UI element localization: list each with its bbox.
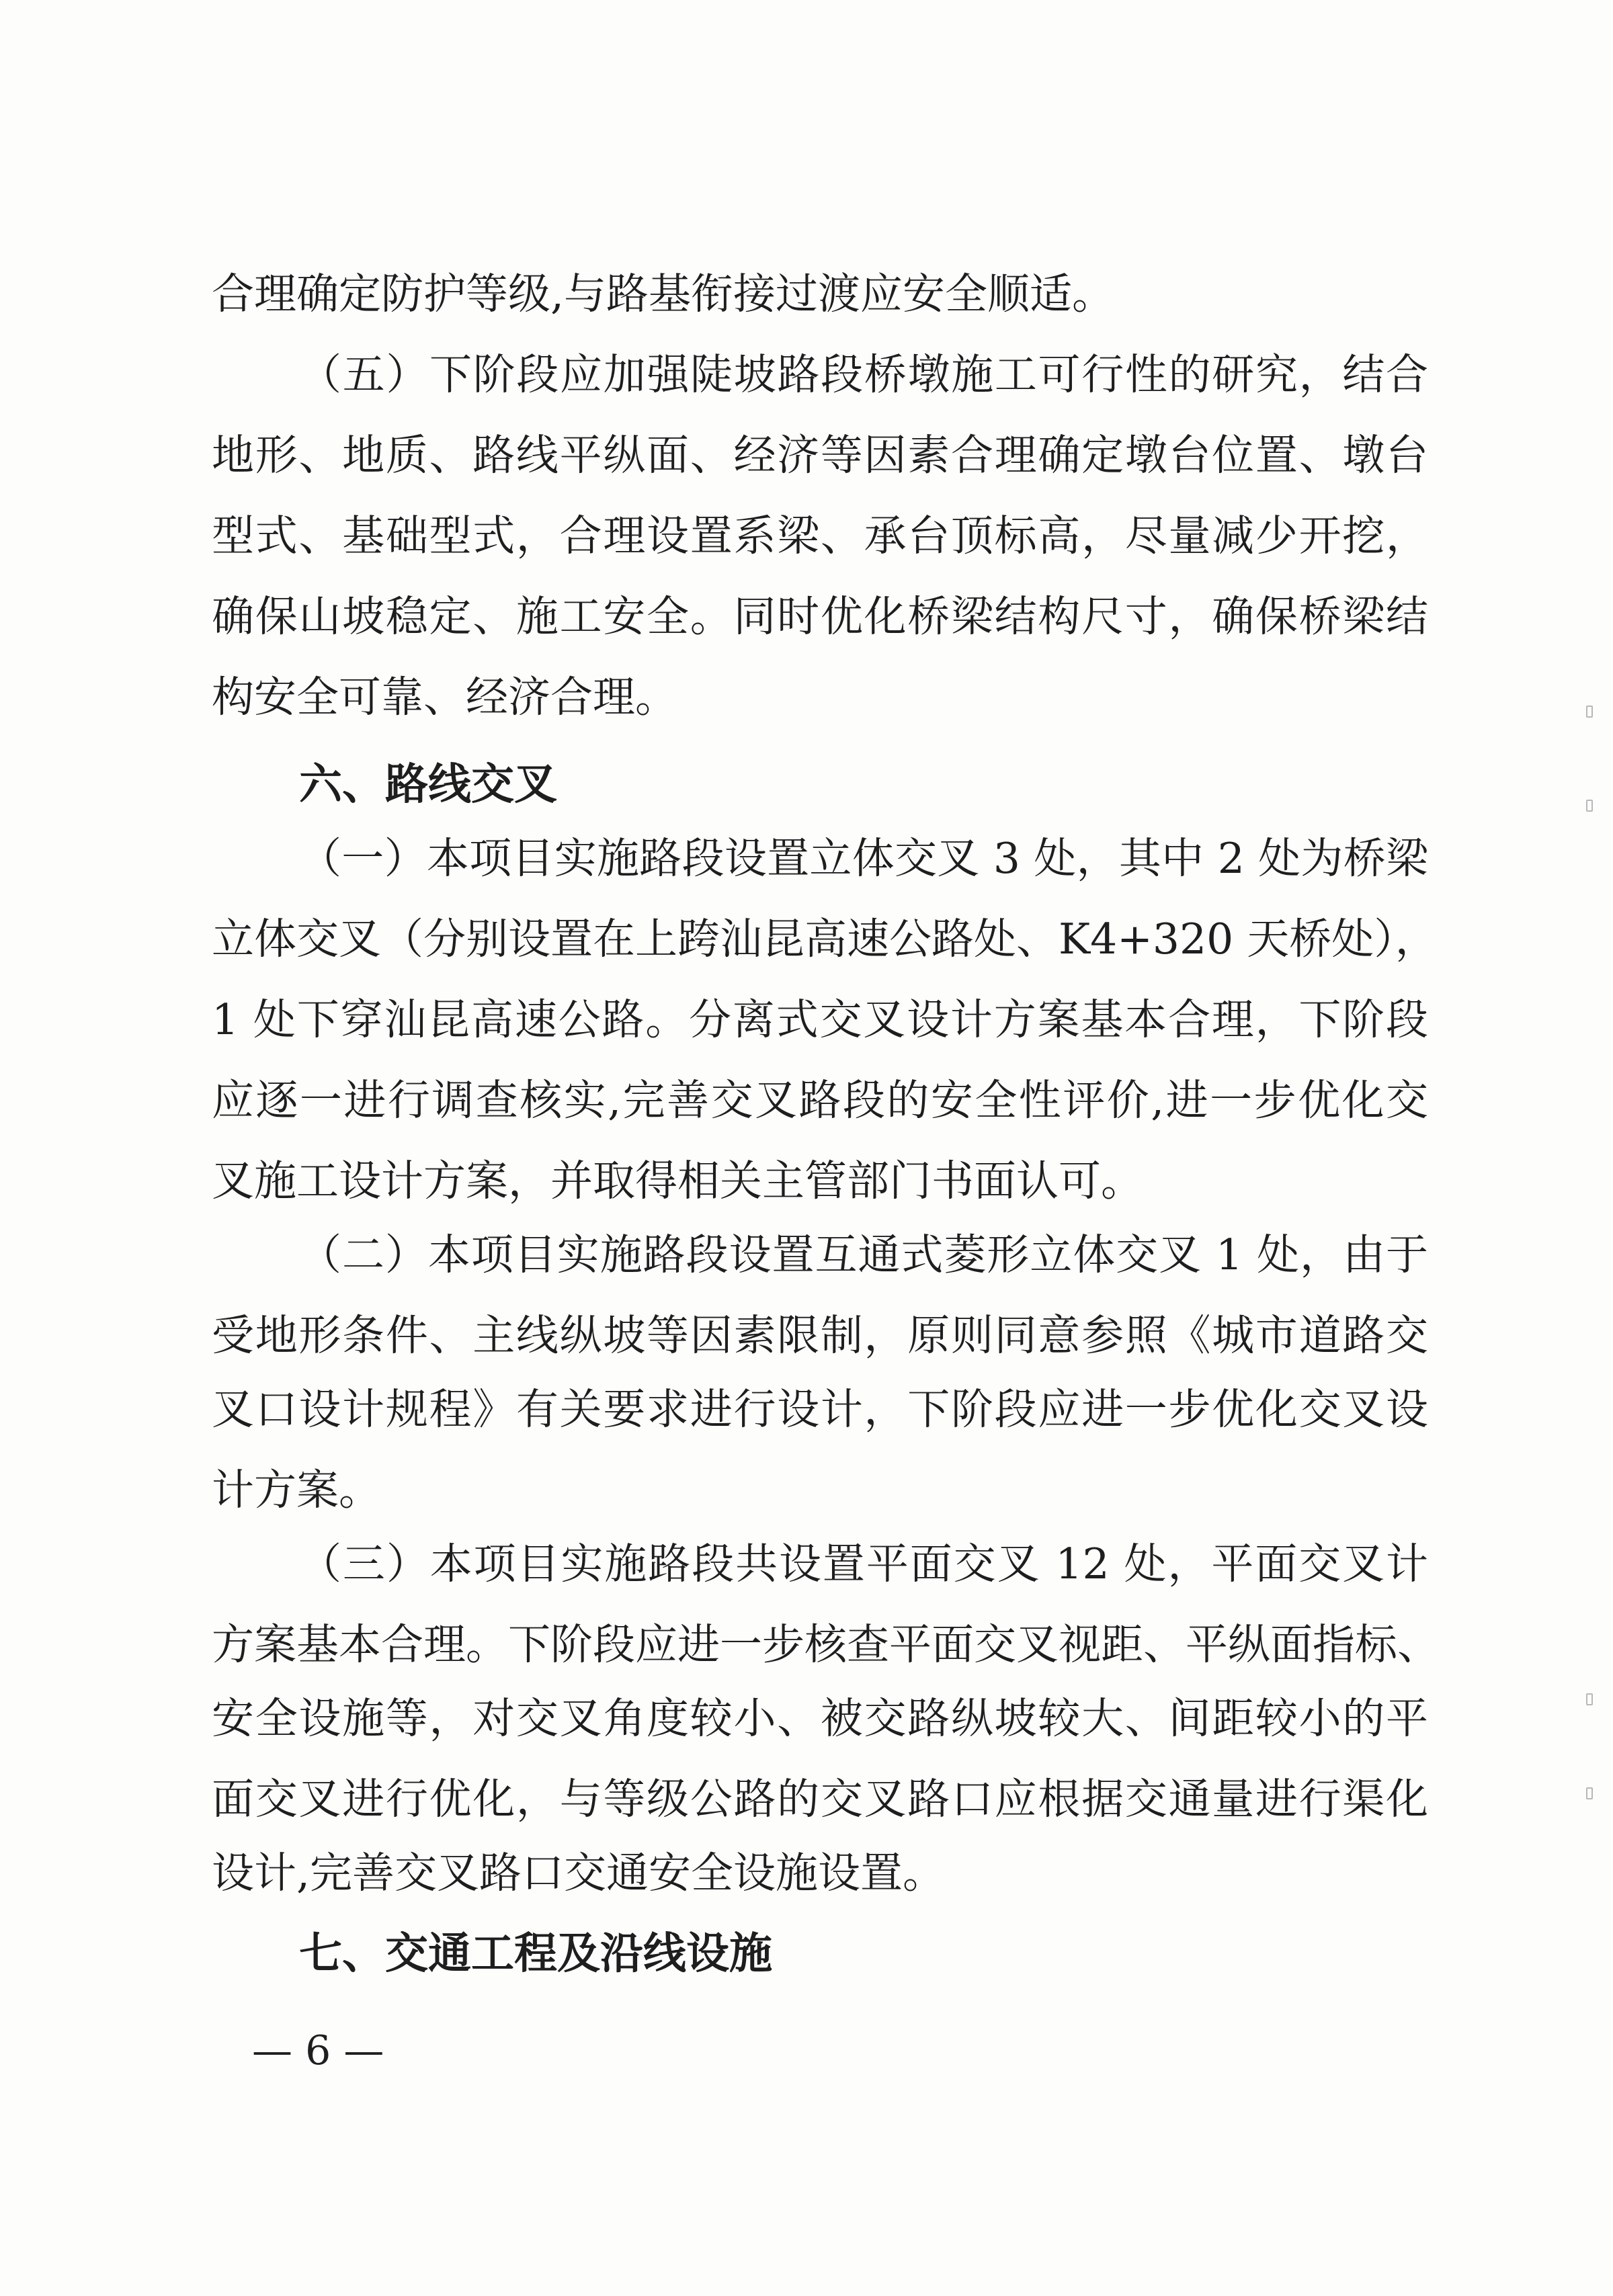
paragraph-line: 应逐一进行调查核实,完善交叉路段的安全性评价,进一步优化交: [212, 1076, 1428, 1125]
paragraph-line: 合理确定防护等级,与路基衔接过渡应安全顺适。: [212, 269, 1115, 318]
paragraph-line: 方案基本合理。下阶段应进一步核查平面交叉视距、平纵面指标、: [212, 1620, 1440, 1669]
paragraph-line: 面交叉进行优化，与等级公路的交叉路口应根据交通量进行渠化: [212, 1775, 1428, 1824]
paragraph-line: 1 处下穿汕昆高速公路。分离式交叉设计方案基本合理，下阶段: [212, 995, 1428, 1044]
section-heading: 六、路线交叉: [299, 760, 557, 810]
paragraph-line: 地形、地质、路线平纵面、经济等因素合理确定墩台位置、墩台: [212, 431, 1428, 480]
binding-hole-mark: [1586, 1693, 1593, 1705]
binding-hole-mark: [1586, 1787, 1593, 1799]
paragraph-line: 确保山坡稳定、施工安全。同时优化桥梁结构尺寸，确保桥梁结: [212, 592, 1428, 641]
section-heading: 七、交通工程及沿线设施: [299, 1929, 772, 1979]
paragraph-line: 安全设施等，对交叉角度较小、被交路纵坡较大、间距较小的平: [212, 1694, 1428, 1743]
paragraph-line: 叉施工设计方案，并取得相关主管部门书面认可。: [212, 1156, 1143, 1205]
paragraph-line: 立体交叉（分别设置在上跨汕昆高速公路处、K4+320 天桥处），: [212, 915, 1438, 964]
page-number: — 6 —: [252, 2027, 384, 2074]
binding-hole-mark: [1586, 800, 1593, 812]
paragraph-line: （一）本项目实施路段设置立体交叉 3 处，其中 2 处为桥梁: [299, 834, 1428, 883]
paragraph-line: 计方案。: [212, 1465, 381, 1515]
paragraph-line: （三）本项目实施路段共设置平面交叉 12 处，平面交叉计: [299, 1539, 1428, 1588]
paragraph-line: 受地形条件、主线纵坡等因素限制，原则同意参照《城市道路交: [212, 1311, 1428, 1360]
binding-hole-mark: [1586, 706, 1593, 718]
paragraph-line: （二）本项目实施路段设置互通式菱形立体交叉 1 处，由于: [299, 1230, 1428, 1279]
paragraph-line: （五）下阶段应加强陡坡路段桥墩施工可行性的研究，结合: [299, 350, 1428, 399]
paragraph-line: 设计,完善交叉路口交通安全设施设置。: [212, 1848, 946, 1898]
paragraph-line: 型式、基础型式，合理设置系梁、承台顶标高，尽量减少开挖，: [212, 511, 1428, 560]
paragraph-line: 叉口设计规程》有关要求进行设计，下阶段应进一步优化交叉设: [212, 1385, 1428, 1434]
paragraph-line: 构安全可靠、经济合理。: [212, 673, 677, 722]
